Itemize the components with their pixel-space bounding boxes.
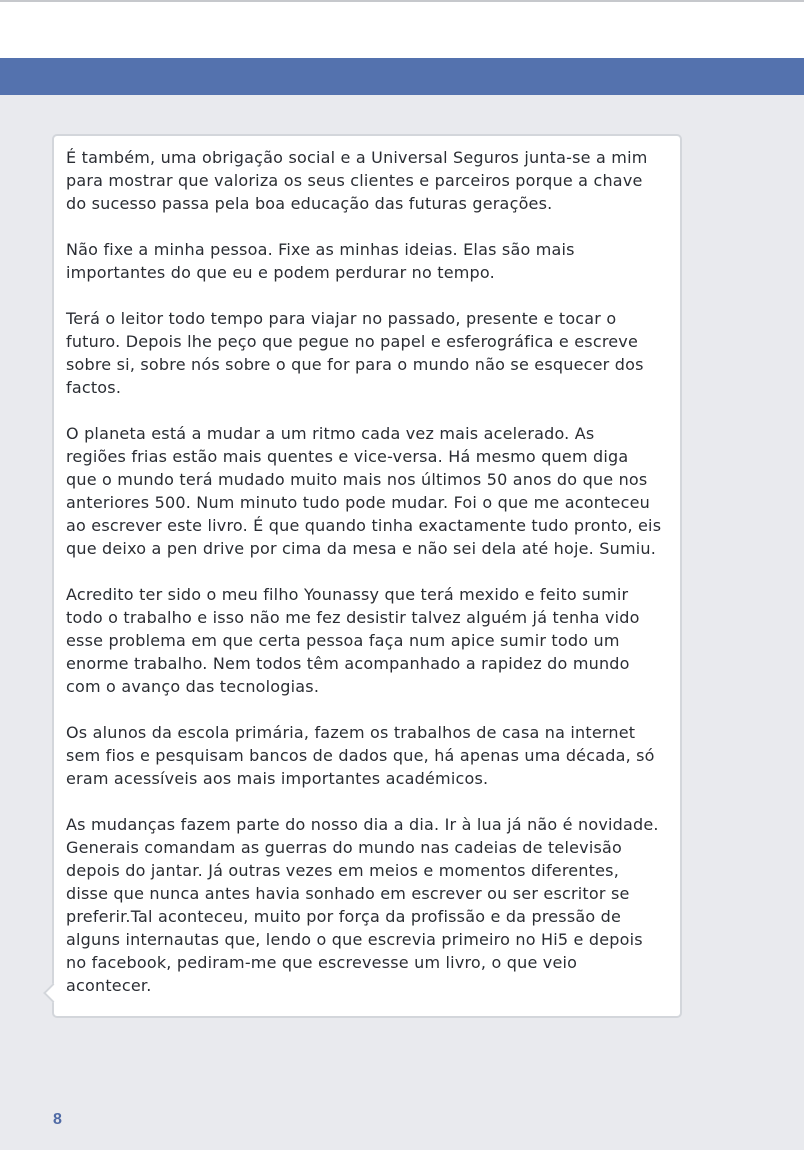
page-number: 8 xyxy=(53,1111,62,1128)
post-text xyxy=(66,146,678,1020)
paragraph: Os alunos da escola primária, fazem os trabalhos de casa na internet sem fios e pesquisam bancos de dados que, há apenas uma década, só eram acessíveis aos mais importantes académicos. xyxy=(66,723,655,788)
paragraph: Não fixe a minha pessoa. Fixe as minhas ideias. Elas são mais importantes do que eu e podem perdurar no tempo. xyxy=(66,240,575,282)
paragraph: O planeta está a mudar a um ritmo cada vez mais acelerado. As regiões frias estão mais quentes e vice-versa. Há mesmo quem diga que o mundo terá mudado muito mais nos últimos 50 anos do que nos anteriores 500. Num minuto tudo pode mudar. Foi o que me aconteceu ao escrever este livro. É que quando tinha exactamente tudo pronto, eis que deixo a pen drive por cima da mesa e não sei dela até hoje. Sumiu. xyxy=(66,424,662,558)
paragraph: É também, uma obrigação social e a Universal Seguros junta-se a mim para mostrar que valoriza os seus clientes e parceiros porque a chave do sucesso passa pela boa educação das futuras gerações. xyxy=(66,148,648,213)
paragraph: Acredito ter sido o meu filho Younassy que terá mexido e feito sumir todo o trabalho e isso não me fez desistir talvez alguém já tenha vido esse problema em que certa pessoa faça num apice sumir todo um enorme trabalho. Nem todos têm acompanhado a rapidez do mundo com o avanço das tecnologias. xyxy=(66,585,640,696)
header-bar xyxy=(0,58,804,95)
post-card xyxy=(52,134,682,1018)
top-header-area xyxy=(0,2,804,58)
speech-bubble-tail xyxy=(43,983,63,1003)
paragraph: As mudanças fazem parte do nosso dia a dia. Ir à lua já não é novidade. Generais comandam as guerras do mundo nas cadeias de televisão depois do jantar. Já outras vezes em meios e momentos diferentes, disse que nunca antes havia sonhado em escrever ou ser escritor se preferir.Tal aconteceu, muito por força da profissão e da pressão de alguns internautas que, lendo o que escrevia primeiro no Hi5 e depois no facebook, pediram-me que escrevesse um livro, o que veio acontecer. xyxy=(66,815,659,995)
paragraph: Terá o leitor todo tempo para viajar no passado, presente e tocar o futuro. Depois lhe peço que pegue no papel e esferográfica e escreve sobre si, sobre nós sobre o que for para o mundo não se esquecer dos factos. xyxy=(66,309,644,397)
